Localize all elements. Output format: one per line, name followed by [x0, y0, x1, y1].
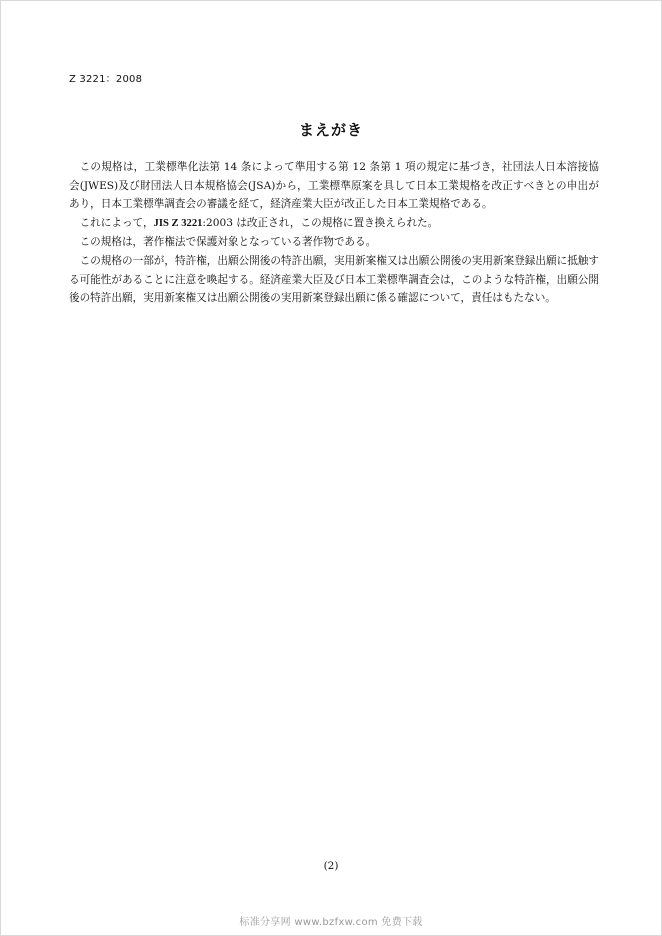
replaced-standard-code: JIS Z 3221 [153, 217, 203, 229]
page-title: まえがき [298, 121, 363, 139]
page-number: (2) [323, 860, 339, 872]
replacement-text-before: これによって， [79, 216, 154, 229]
paragraph-patent-notice: この規格の一部が，特許権，出願公開後の特許出願，実用新案権又は出願公開後の実用新案登録出願に抵触する可能性があることに注意を喚起する。経済産業大臣及び日本工業標準調査会は，このような特許権，出願公開後の特許出願，実用新案権又は出願公開後の実用新案登録出願に係る確認について，責任はもたない。 [69, 254, 599, 305]
foreword-body [69, 158, 599, 308]
footer-watermark: 标准分享网 www.bzfxw.com 免费下载 [239, 917, 423, 928]
paragraph-legal-basis: この規格は，工業標準化法第 14 条によって準用する第 12 条第 1 項の規定に基づき，社団法人日本溶接協会(JWES)及び財団法人日本規格協会(JSA)から，工業標準原案を具して日本工業規格を改正すべきとの申出があり，日本工業標準調査会の審議を経て，経済産業大臣が改正した日本工業規格である。 [69, 161, 599, 211]
paragraph-copyright: この規格は，著作権法で保護対象となっている著作物である。 [79, 236, 377, 249]
paragraph-replacement [69, 214, 599, 234]
replacement-text-after: :2003 は改正され，この規格に置き換えられた。 [202, 216, 439, 229]
document-code: Z 3221：2008 [69, 74, 143, 85]
